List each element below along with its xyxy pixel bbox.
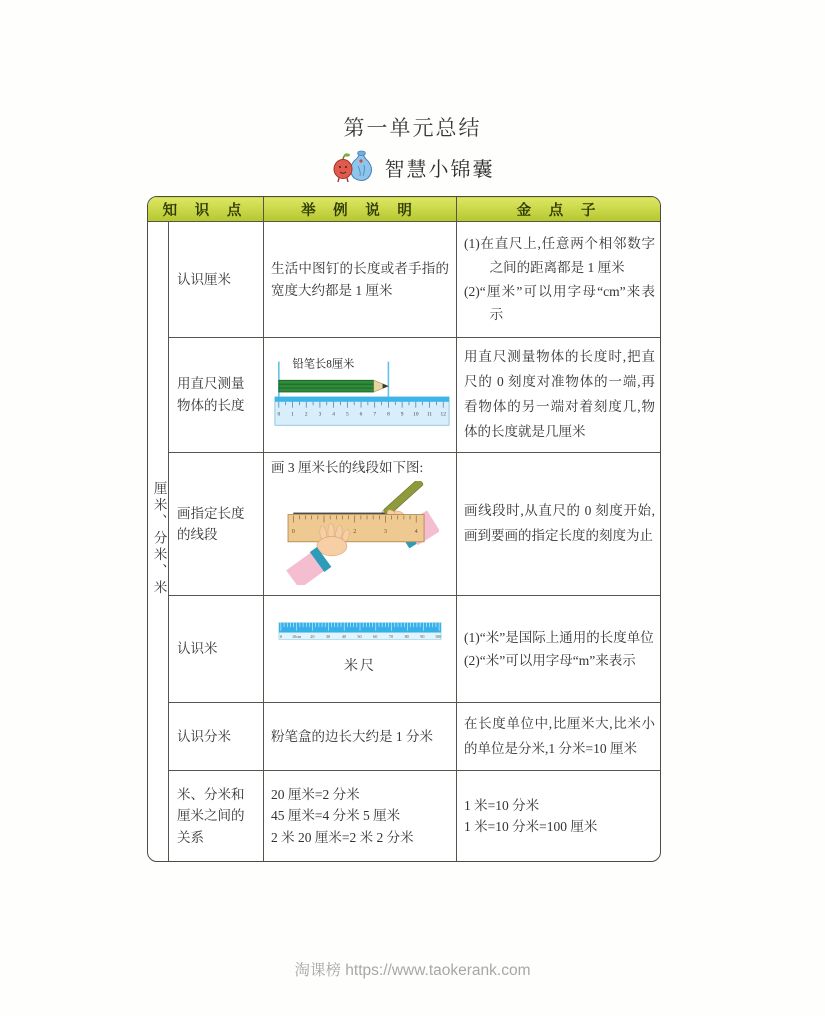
table-row bbox=[148, 453, 662, 596]
tips-cell bbox=[457, 338, 662, 453]
page-subtitle: 智慧小锦囊 bbox=[384, 159, 495, 181]
svg-text:7: 7 bbox=[373, 411, 377, 418]
header-knowledge-point: 知 识 点 bbox=[148, 197, 264, 222]
tips-cell bbox=[457, 453, 662, 596]
svg-text:4: 4 bbox=[414, 528, 418, 535]
tip-item: (1)在直尺上,任意两个相邻数字之间的距离都是 1 厘米 bbox=[464, 236, 655, 275]
svg-text:5: 5 bbox=[345, 411, 349, 418]
hands-drawing-with-ruler-illustration bbox=[281, 481, 439, 585]
table-row bbox=[148, 596, 662, 703]
example-text: 粉笔盒的边长大约是 1 分米 bbox=[264, 703, 457, 771]
tips-cell bbox=[457, 596, 662, 703]
header-tips: 金 点 子 bbox=[457, 197, 662, 222]
svg-text:10: 10 bbox=[413, 411, 419, 418]
tips-cell bbox=[457, 771, 662, 862]
svg-text:70: 70 bbox=[388, 634, 394, 640]
svg-text:4: 4 bbox=[332, 411, 335, 418]
footer-watermark: 淘课榜 https://www.taokerank.com bbox=[294, 962, 531, 979]
meter-stick-caption: 米尺 bbox=[344, 658, 376, 674]
unit-side-label: 厘米、分米、米 bbox=[148, 222, 169, 862]
svg-text:6: 6 bbox=[359, 411, 363, 418]
knowledge-point: 画指定长度的线段 bbox=[169, 453, 264, 596]
svg-text:0: 0 bbox=[291, 528, 295, 535]
example-text: 生活中图钉的长度或者手指的宽度大约都是 1 厘米 bbox=[264, 222, 457, 338]
tip-item: 1 米=10 分米=100 厘米 bbox=[464, 819, 598, 835]
svg-text:3: 3 bbox=[318, 411, 322, 418]
knowledge-point: 用直尺测量物体的长度 bbox=[169, 338, 264, 453]
svg-text:100: 100 bbox=[434, 634, 442, 640]
svg-text:2: 2 bbox=[353, 528, 357, 535]
table-row bbox=[148, 338, 662, 453]
svg-text:40: 40 bbox=[341, 634, 346, 640]
svg-text:30: 30 bbox=[325, 634, 331, 640]
svg-text:2: 2 bbox=[304, 411, 308, 418]
example-figure-cell bbox=[264, 338, 457, 453]
example-figure-cell bbox=[264, 453, 457, 596]
tip-item: (1)“米”是国际上通用的长度单位 bbox=[464, 629, 654, 645]
example-line: 20 厘米=2 分米 bbox=[271, 786, 360, 802]
svg-text:60: 60 bbox=[373, 634, 378, 640]
table-row bbox=[148, 222, 662, 338]
tips-cell bbox=[457, 703, 662, 771]
page-title: 第一单元总结 bbox=[343, 116, 482, 140]
svg-text:12: 12 bbox=[440, 411, 446, 418]
table-row bbox=[148, 703, 662, 771]
svg-text:3: 3 bbox=[383, 528, 387, 535]
svg-text:50: 50 bbox=[357, 634, 362, 640]
example-caption: 画 3 厘米长的线段如下图: bbox=[271, 460, 424, 475]
subtitle-row bbox=[0, 146, 825, 189]
pouch-and-apple-icon bbox=[331, 146, 377, 189]
header-example: 举 例 说 明 bbox=[264, 197, 457, 222]
tips-cell bbox=[457, 222, 662, 338]
pencil-on-ruler-illustration bbox=[271, 353, 453, 431]
svg-text:80: 80 bbox=[404, 634, 409, 640]
svg-text:90: 90 bbox=[420, 634, 425, 640]
knowledge-point: 认识分米 bbox=[169, 703, 264, 771]
svg-text:8: 8 bbox=[387, 411, 390, 418]
tip-item: 用直尺测量物体的长度时,把直尺的 0 刻度对准物体的一端,再看物体的另一端对着刻度几,物体的长度就是几厘米 bbox=[464, 349, 655, 439]
tip-item: 1 米=10 分米 bbox=[464, 797, 540, 813]
summary-table bbox=[147, 196, 661, 862]
table-header-row bbox=[148, 197, 662, 222]
tip-item: 在长度单位中,比厘米大,比米小的单位是分米,1 分米=10 厘米 bbox=[464, 715, 655, 756]
knowledge-point: 认识厘米 bbox=[169, 222, 264, 338]
knowledge-point: 米、分米和厘米之间的关系 bbox=[169, 771, 264, 862]
svg-text:11: 11 bbox=[426, 411, 433, 418]
svg-text:1: 1 bbox=[291, 411, 294, 418]
svg-text:20: 20 bbox=[310, 634, 315, 640]
table-row bbox=[148, 771, 662, 862]
tip-item: 画线段时,从直尺的 0 刻度开始,画到要画的指定长度的刻度为止 bbox=[464, 503, 655, 544]
tip-item: (2)“米”可以用字母“m”来表示 bbox=[464, 653, 636, 669]
svg-text:9: 9 bbox=[400, 411, 404, 418]
example-lines-cell bbox=[264, 771, 457, 862]
meter-stick-figure bbox=[271, 620, 449, 678]
example-line: 2 米 20 厘米=2 米 2 分米 bbox=[271, 829, 414, 845]
knowledge-point: 认识米 bbox=[169, 596, 264, 703]
drawing-segment-figure bbox=[271, 481, 449, 592]
pencil-ruler-figure bbox=[271, 353, 449, 438]
tip-item: (2)“厘米”可以用字母“cm”来表示 bbox=[464, 283, 655, 323]
svg-text:铅笔长8厘米: 铅笔长8厘米 bbox=[292, 358, 355, 371]
svg-text:0: 0 bbox=[277, 411, 281, 418]
example-figure-cell bbox=[264, 596, 457, 703]
svg-text:10cm: 10cm bbox=[291, 634, 302, 640]
svg-text:0: 0 bbox=[279, 634, 282, 640]
meter-stick-illustration bbox=[277, 620, 443, 647]
example-line: 45 厘米=4 分米 5 厘米 bbox=[271, 808, 401, 824]
